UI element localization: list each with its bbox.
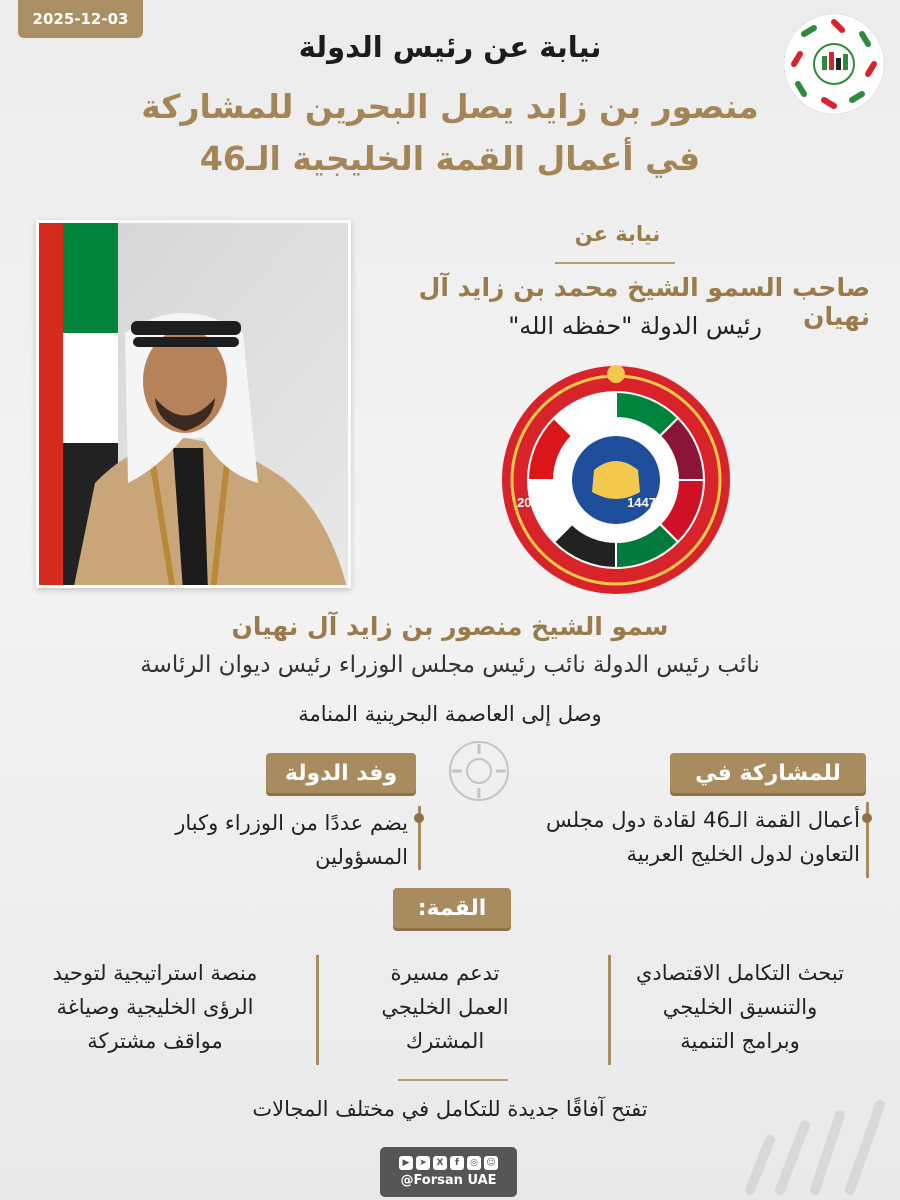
summit-point-1-line-2: والتنسيق الخليجي <box>662 995 818 1019</box>
instagram-icon[interactable]: ◎ <box>467 1156 481 1170</box>
president-name: صاحب السمو الشيخ محمد بن زايد آل نهيان <box>418 273 870 331</box>
participation-text <box>470 803 860 871</box>
summit-label: القمة: <box>417 895 487 921</box>
summit-point-2-line-2: العمل الخليجي <box>381 995 509 1019</box>
kicker-title: نيابة عن رئيس الدولة <box>298 30 602 64</box>
headline-line-2: في أعمال القمة الخليجية الـ46 <box>199 139 701 178</box>
seal-year-right: 1447 <box>627 495 656 510</box>
youtube-icon[interactable]: ▶ <box>399 1156 413 1170</box>
date-text: 2025-12-03 <box>32 10 129 28</box>
snapchat-icon[interactable]: ☺ <box>484 1156 498 1170</box>
delegation-line-1: يضم عددًا من الوزراء وكبار <box>175 811 408 835</box>
social-icons <box>399 1156 498 1170</box>
summit-point-3-line-3: مواقف مشتركة <box>87 1029 223 1053</box>
closing-divider <box>398 1079 508 1081</box>
participation-label: للمشاركة في <box>695 760 841 786</box>
delegation-label: وفد الدولة <box>284 760 398 786</box>
portrait-illustration <box>36 223 348 588</box>
summit-point-1-line-3: وبرامج التنمية <box>680 1029 800 1053</box>
brush-watermark-icon <box>730 1070 900 1200</box>
participation-line-1: أعمال القمة الـ46 لقادة دول مجلس <box>546 808 860 832</box>
arrival-text: وصل إلى العاصمة البحرينية المنامة <box>298 702 602 726</box>
social-footer[interactable] <box>380 1147 517 1197</box>
on-behalf-divider <box>555 262 675 264</box>
social-handle[interactable]: @Forsan UAE <box>400 1173 497 1188</box>
summit-divider-2 <box>316 955 319 1065</box>
summit-divider-1 <box>608 955 611 1065</box>
x-icon[interactable]: X <box>433 1156 447 1170</box>
gcc-summit-seal <box>498 362 734 598</box>
portrait-photo <box>36 220 351 588</box>
summit-point-1 <box>625 956 855 1058</box>
facebook-icon[interactable]: f <box>450 1156 464 1170</box>
on-behalf-label: نيابة عن <box>574 222 661 246</box>
delegation-bullet <box>414 813 424 823</box>
delegation-line-2: المسؤولين <box>315 845 408 869</box>
summit-point-1-line-1: تبحث التكامل الاقتصادي <box>635 961 844 985</box>
headline-line-1: منصور بن زايد يصل البحرين للمشاركة <box>141 87 759 126</box>
delegation-text <box>28 806 408 874</box>
summit-point-3-line-1: منصة استراتيجية لتوحيد <box>52 961 258 985</box>
summit-point-2 <box>330 956 560 1058</box>
seal-year-left: 2025 <box>517 495 546 510</box>
delegation-tag <box>266 753 416 793</box>
summit-point-2-line-3: المشترك <box>405 1029 485 1053</box>
closing-text: تفتح آفاقًا جديدة للتكامل في مختلف المجالات <box>252 1097 648 1121</box>
summit-point-3-line-2: الرؤى الخليجية وصياغة <box>56 995 254 1019</box>
sheikh-titles: نائب رئيس الدولة نائب رئيس مجلس الوزراء رئيس ديوان الرئاسة <box>140 652 760 678</box>
participation-tag <box>670 753 866 793</box>
telegram-icon[interactable]: ➤ <box>416 1156 430 1170</box>
faded-emblem-icon <box>448 740 510 802</box>
participation-line-2: التعاون لدول الخليج العربية <box>626 842 860 866</box>
summit-point-3 <box>40 956 270 1058</box>
summit-tag <box>393 888 511 928</box>
sheikh-name: سمو الشيخ منصور بن زايد آل نهيان <box>231 612 669 641</box>
participation-bullet <box>862 813 872 823</box>
president-title: رئيس الدولة "حفظه الله" <box>508 312 762 340</box>
summit-point-2-line-1: تدعم مسيرة <box>390 961 500 985</box>
